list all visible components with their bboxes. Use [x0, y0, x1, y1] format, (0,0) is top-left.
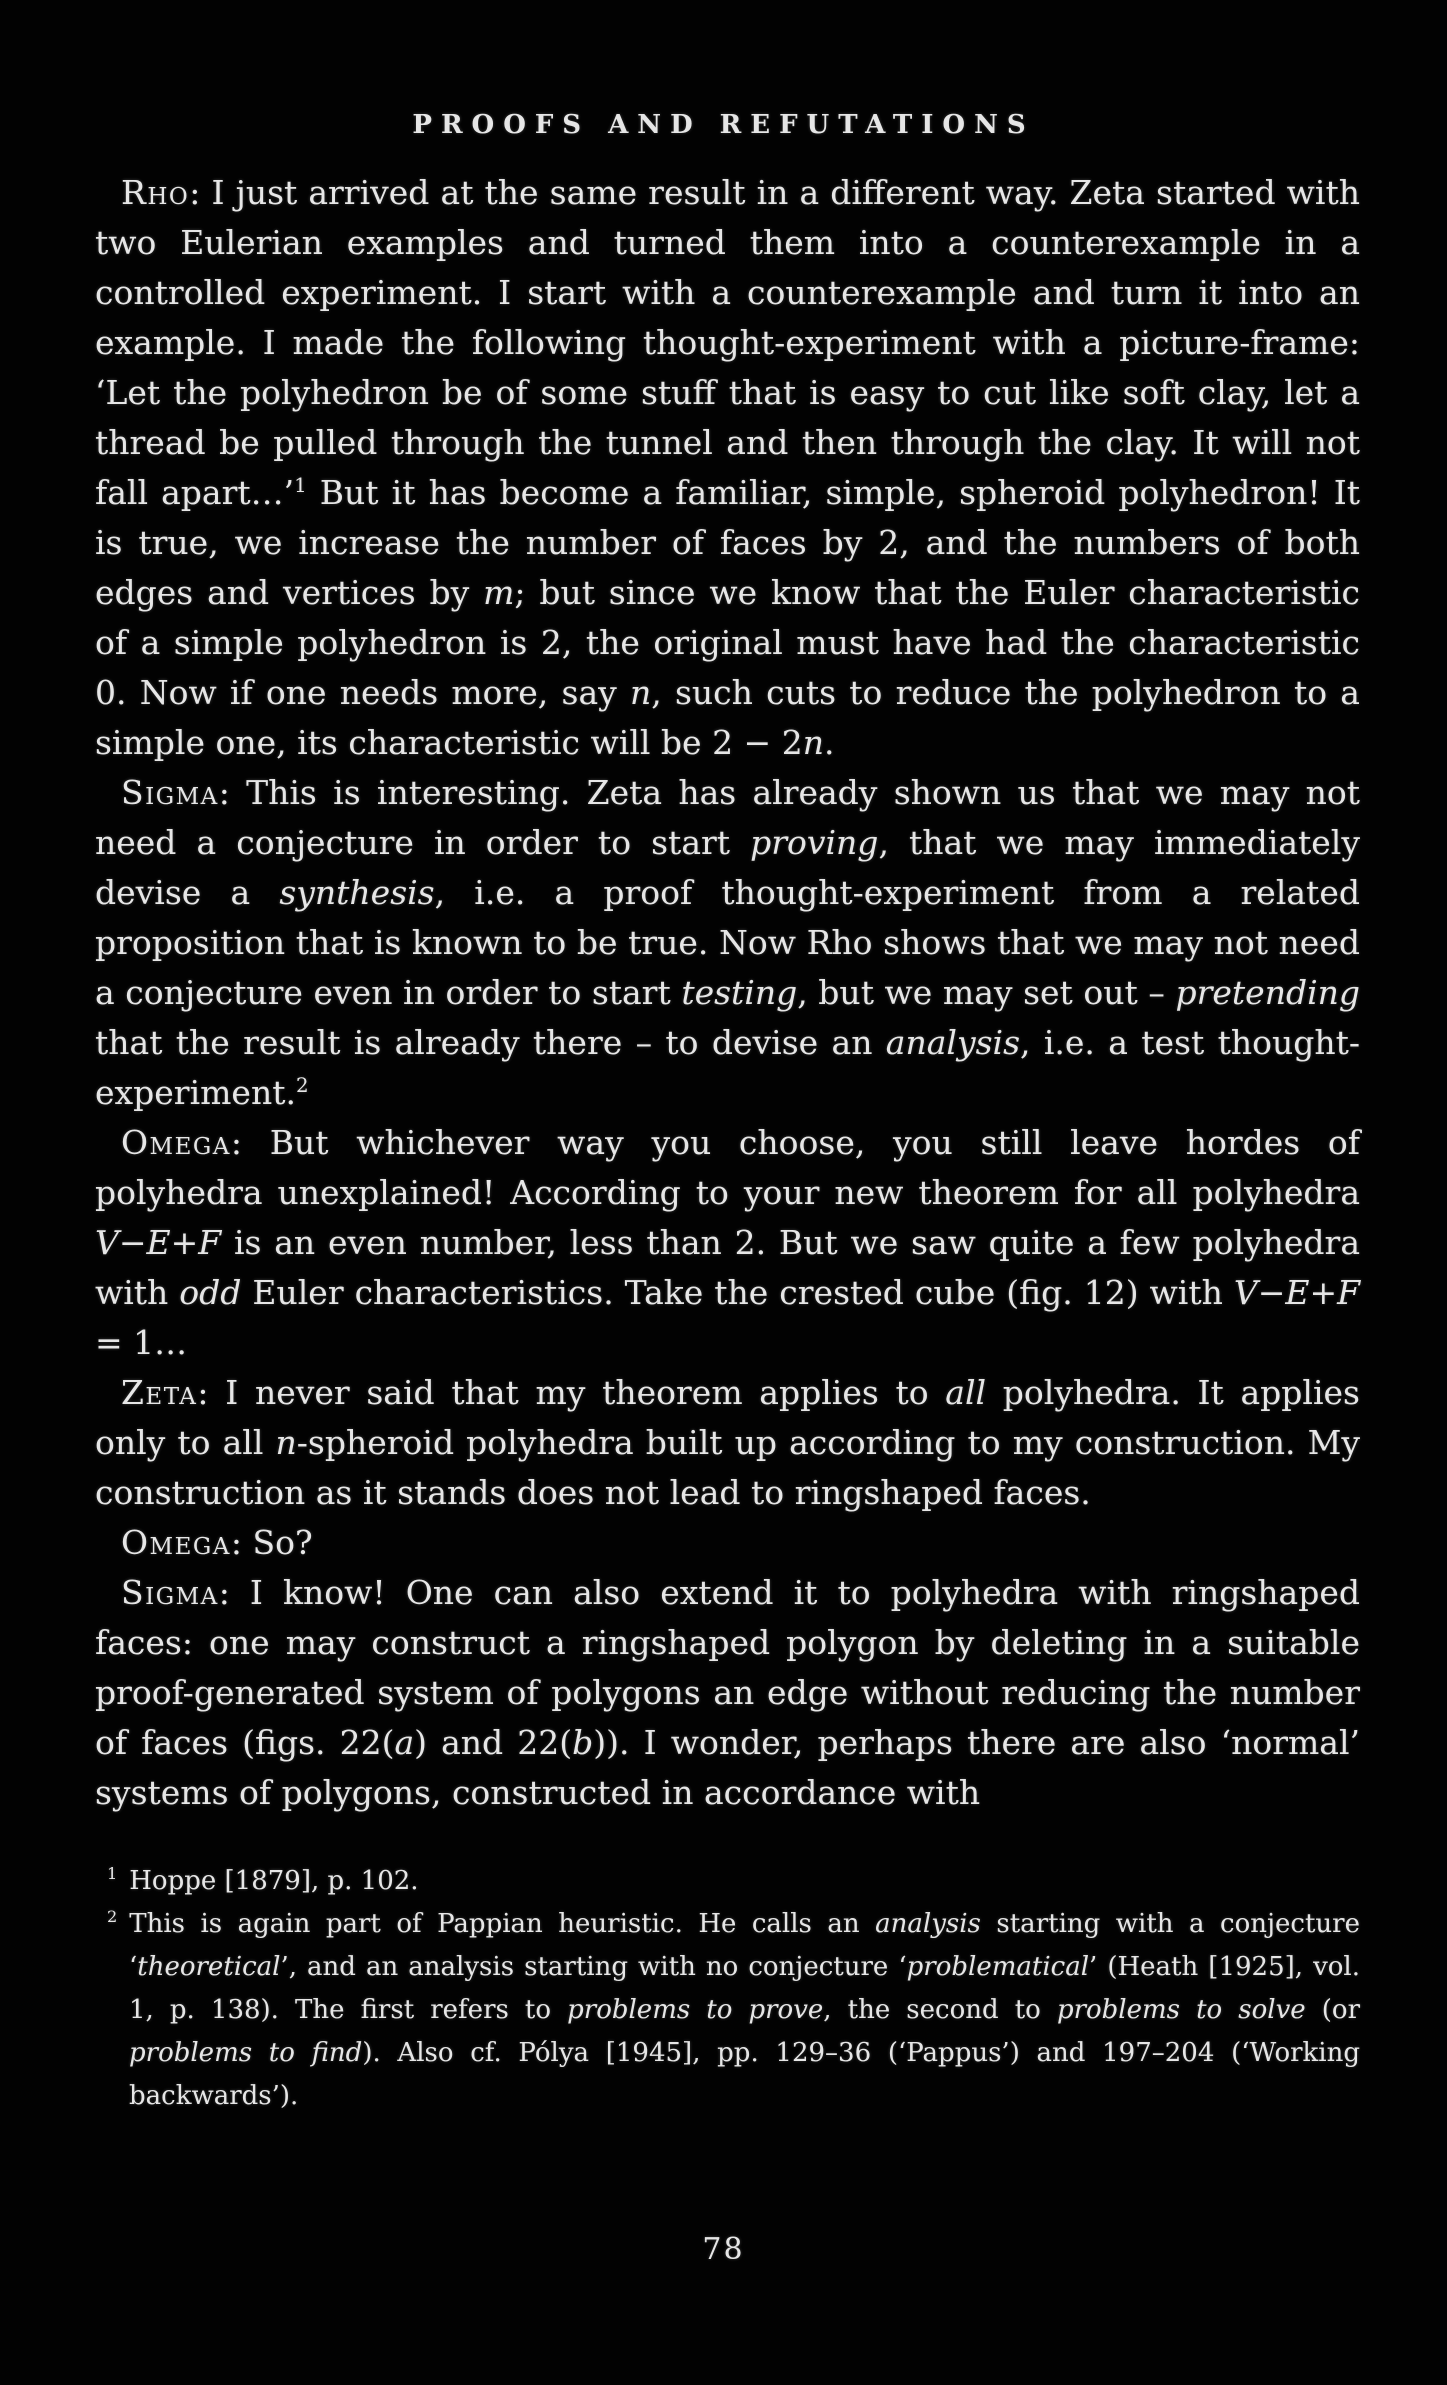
- text-run: m: [483, 573, 515, 612]
- speaker-name: Omega: [121, 1523, 231, 1562]
- speaker-name: Rho: [121, 173, 190, 212]
- text-run: ). Also cf. Pólya [1945], pp. 129–36 (‘Pappus’) and 197–204 (‘Working backwards’).: [129, 2038, 1360, 2111]
- footnote-ref: 2: [295, 1074, 309, 1097]
- text-run: problems to solve: [1056, 1995, 1306, 2025]
- text-run: (or: [1305, 1995, 1361, 2025]
- page-number: 78: [702, 2232, 745, 2267]
- text-run: , but we may set out –: [797, 973, 1176, 1012]
- text-run: starting with a conjecture ‘: [129, 1909, 1360, 1982]
- text-run: n: [629, 673, 652, 712]
- speaker-name: Omega: [121, 1123, 231, 1162]
- text-run: problematical: [906, 1952, 1090, 1982]
- text-run: : This is interesting. Zeta has already shown us that we may not need a conjecture in order to start: [95, 773, 1360, 862]
- footnotes: [95, 1860, 1360, 2118]
- text-run: +: [170, 1223, 199, 1262]
- text-run: , the second to: [823, 1995, 1057, 2025]
- speaker-name: Zeta: [121, 1373, 198, 1412]
- dialogue-paragraph: [95, 1118, 1360, 1368]
- footnote: 2 This is again part of Pappian heuristic. He calls an analysis starting with a conjecture ‘theoretical’, and an analysis starting with no conjecture ‘problematical’ (Heath [1925], vol. 1, p. 138). The first refers to problems to prove, the second to problems to solve (or problems to find). Also cf. Pólya [1945], pp. 129–36 (‘Pappus’) and 197–204 (‘Working backwards’).: [107, 1907, 1361, 2111]
- text-run: = 1…: [95, 1323, 188, 1362]
- text-run: polyhedra. It applies only to all: [95, 1373, 1360, 1462]
- text-run: n: [802, 723, 824, 762]
- text-run: F: [1337, 1273, 1360, 1312]
- speaker-name: Sigma: [121, 1573, 219, 1612]
- text-run: testing: [681, 973, 798, 1012]
- footnote-text: [129, 1909, 1360, 2111]
- footnote-text: [129, 1866, 418, 1896]
- text-run: −: [118, 1223, 147, 1262]
- text-run: b: [572, 1723, 594, 1762]
- text-run: V: [1233, 1273, 1258, 1312]
- text-run: Hoppe [1879], p. 102.: [129, 1866, 419, 1896]
- speaker-name: Sigma: [121, 773, 219, 812]
- text-run: ’, and an analysis starting with no conjecture ‘: [280, 1952, 907, 1982]
- text-run: theoretical: [137, 1952, 281, 1982]
- text-run: problems to find: [129, 2038, 363, 2068]
- text-run: ) and 22(: [414, 1723, 573, 1762]
- text-run: ; but since we know that the Euler characteristic of a simple polyhedron is 2, the original must have had the characteristic 0. Now if one needs more, say: [95, 573, 1360, 712]
- text-run: : I never said that my theorem applies to: [197, 1373, 946, 1412]
- text-run: n: [275, 1423, 297, 1462]
- text-run: odd: [179, 1273, 242, 1312]
- text-run: , that we may immediately devise a: [95, 823, 1360, 912]
- dialogue-paragraph: [95, 1368, 1360, 1518]
- running-header: PROOFS AND REFUTATIONS: [412, 110, 1035, 140]
- text-run: But it has become a familiar, simple, spheroid polyhedron! It is true, we increase the number of faces by 2, and the numbers of both edges and vertices by: [95, 473, 1360, 612]
- text-run: E: [1285, 1273, 1310, 1312]
- text-run: +: [1309, 1273, 1338, 1312]
- text-run: is an even number, less than 2. But we saw quite a few polyhedra with: [95, 1223, 1360, 1312]
- dialogue: [95, 168, 1360, 1818]
- text-run: Euler characteristics. Take the crested cube (fig. 12) with: [241, 1273, 1234, 1312]
- text-run: , i.e. a proof thought-experiment from a related proposition that is known to be true. Now Rho shows that we may not need a conjecture even in order to start: [95, 873, 1360, 1012]
- text-run: -spheroid polyhedra built up according to my construction. My construction as it stands does not lead to ringshaped faces.: [95, 1423, 1361, 1512]
- dialogue-paragraph: [95, 1568, 1360, 1818]
- text-run: pretending: [1175, 973, 1360, 1012]
- text-run: proving: [750, 823, 879, 862]
- text-run: , such cuts to reduce the polyhedron to a simple one, its characteristic will be 2 − 2: [95, 673, 1360, 762]
- text-run: .: [823, 723, 835, 762]
- text-run: that the result is already there – to devise an: [95, 1023, 886, 1062]
- dialogue-paragraph: [95, 768, 1360, 1118]
- text-run: analysis: [875, 1909, 981, 1939]
- text-run: −: [1257, 1273, 1286, 1312]
- text-run: F: [198, 1223, 222, 1262]
- text-run: problems to prove: [567, 1995, 824, 2025]
- text-run: E: [146, 1223, 171, 1262]
- text-run: ’ (Heath [1925], vol. 1, p. 138). The first refers to: [129, 1952, 1360, 2025]
- text-run: a: [394, 1723, 415, 1762]
- dialogue-paragraph: [95, 1518, 1360, 1568]
- dialogue-paragraph: [95, 168, 1360, 768]
- text-run: This is again part of Pappian heuristic. He calls an: [129, 1909, 876, 1939]
- text-run: V: [95, 1223, 119, 1262]
- text-run: )). I wonder, perhaps there are also ‘normal’ systems of polygons, constructed in accordance with: [95, 1723, 1360, 1812]
- text-run: : So?: [230, 1523, 313, 1562]
- text-run: : But whichever way you choose, you still leave hordes of polyhedra unexplained! According to your new theorem for all polyhedra: [95, 1123, 1360, 1212]
- text-run: all: [945, 1373, 987, 1412]
- footnote-ref: 1: [294, 474, 307, 497]
- text-run: analysis: [885, 1023, 1021, 1062]
- text-run: synthesis: [279, 873, 435, 912]
- text-run: , i.e. a test thought-experiment.: [95, 1023, 1360, 1112]
- text-run: : I just arrived at the same result in a different way. Zeta started with two Eulerian examples and turned them into a counterexample in a controlled experiment. I start with a counterexample and turn it into an example. I made the following thought-experiment with a picture-frame: ‘Let the polyhedron be of some stuff that is easy to cut like soft clay, let a thread be pulled through the tunnel and then through the clay. It will not fall apart…’: [95, 173, 1360, 512]
- footnote: 1 Hoppe [1879], p. 102.: [107, 1864, 419, 1896]
- text-run: : I know! One can also extend it to polyhedra with ringshaped faces: one may construct a ringshaped polygon by deleting in a suitable proof-generated system of polygons an edge without reducing the number of faces (figs. 22(: [95, 1573, 1360, 1762]
